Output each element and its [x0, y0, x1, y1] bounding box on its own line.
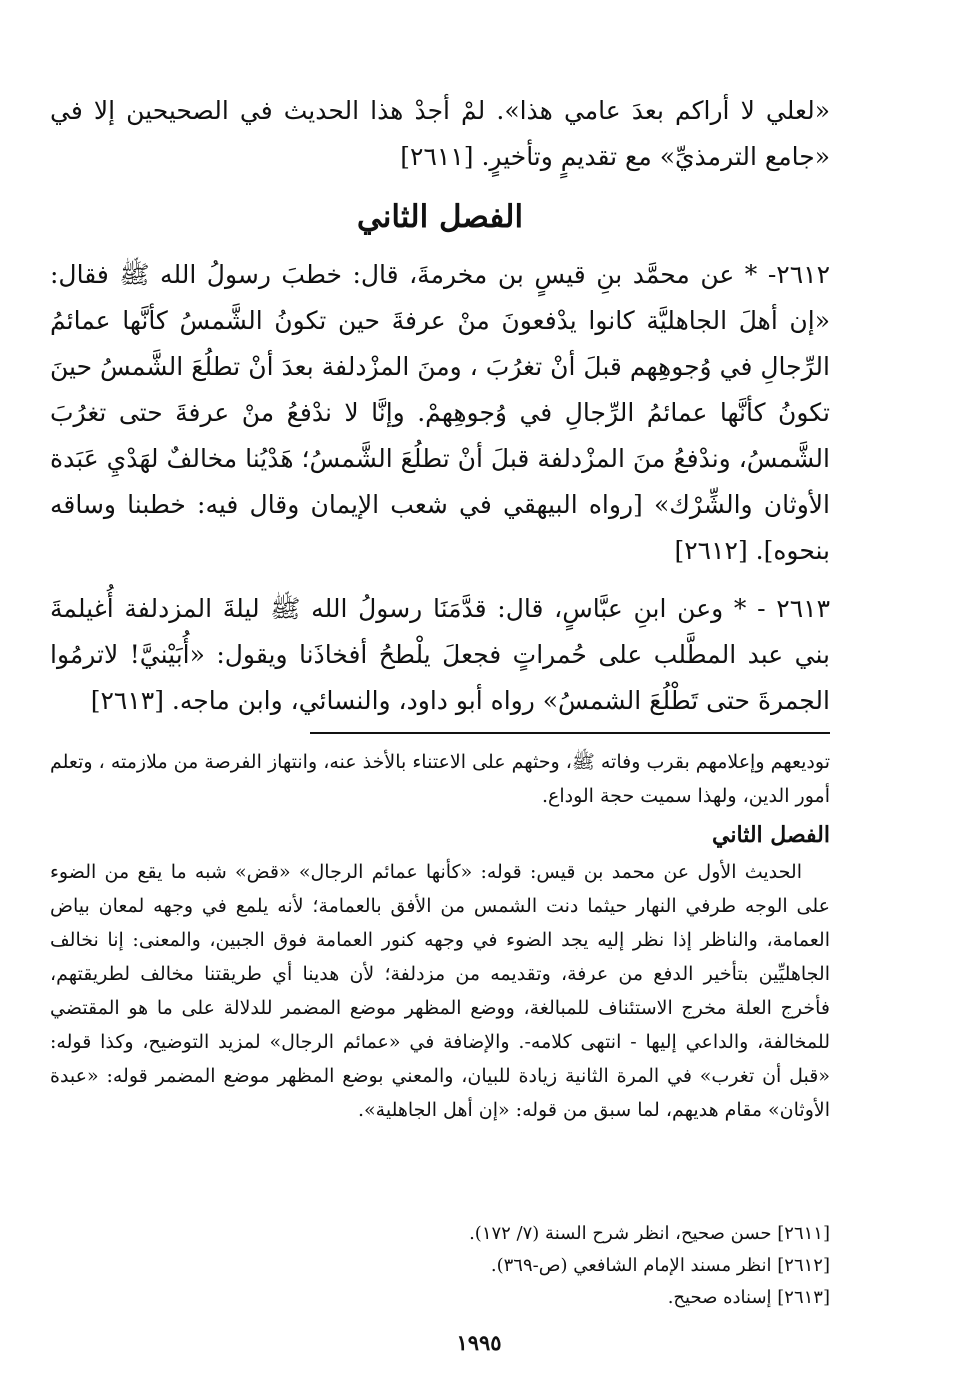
footnotes [210, 1218, 830, 1314]
footnote-2611: [٢٦١١] حسن صحيح، انظر شرح السنة (٧/ ١٧٢). [469, 1223, 830, 1244]
commentary-heading: الفصل الثاني [712, 822, 830, 848]
section-heading: الفصل الثاني [356, 199, 524, 235]
main-text [50, 88, 830, 724]
page-number: ١٩٩٥ [456, 1330, 502, 1355]
footnote-2612: [٢٦١٢] انظر مسند الإمام الشافعي (ص-٣٦٩). [490, 1255, 830, 1276]
hadith-2612: ٢٦١٢- * عن محمَّد بنِ قيسٍ بن مخرمةَ، قال: خطبَ رسولُ الله ﷺ فقال: «إن أهلَ الجاهليَّة كانوا يدْفعونَ منْ عرفةَ حين تكونُ الشَّمسُ كأنَّها عمائمُ الرِّجالِ في وُجوهِهم قبلَ أنْ تغرُبَ ، ومنَ المزْدلفة بعدَ أنْ تطلُعَ الشَّمسُ حينَ تكونُ كأنَّها عمائمُ الرِّجالِ في وُجوهِهمْ. وإنَّا لا ندْفعُ منْ عرفةَ حتى تغرُبَ الشَّمسُ، وندْفعُ منَ المزْدلفة قبلَ أنْ تطلُعَ الشَّمسُ؛ هَدْيُنا مخالفٌ لهَدْيِ عَبَدة الأوثان والشِّرْك» [رواه البيهقي في شعب الإيمان وقال فيه: خطبنا وساقه بنحوه]. [٢٦١٢] [50, 260, 830, 565]
footnote-2613: [٢٦١٣] إسناده صحيح. [667, 1287, 830, 1308]
commentary-body: الحديث الأول عن محمد بن قيس: قوله: «كأنها عمائم الرجال» «قض» شبه ما يقع من الضوء على الوجه طرفي النهار حيثما دنت الشمس من الأفق بالعمامة؛ لأنه يلمع في وجهه لمعان بياض العمامة، والناظر إذا نظر إليه يجد الضوء في وجهه كنور العمامة فوق الجبين، والمعنى: إنا نخالف الجاهليِّين بتأخير الدفع من عرفة، وتقديمه من مزدلفة؛ لأن هدينا أي طريقتنا مخالف لطريقتهم، فأخرج العلة مخرج الاستئناف للمبالغة، ووضع المظهر موضع المضمر للدلالة على ما هو المقتضي للمخالفة، والداعي إليها - انتهى كلامه-. والإضافة في «عمائم الرجال» لمزيد التوضيح، وكذا قوله: «قبل أن تغرب» في المرة الثانية زيادة للبيان، والمعني بوضع المظهر موضع المضمر قوله: «عبدة الأوثان» مقام هديهم، لما سبق من قوله: «إن أهل الجاهلية». [50, 861, 831, 1121]
hadith-2613: ٢٦١٣ - * وعن ابنِ عبَّاسٍ، قال: قدَّمَنَا رسولُ الله ﷺ ليلةَ المزدلفة أُغيلمةَ بني عبد المطَّلب على حُمراتٍ فجعلَ يلْطحُ أفخاذَنا ويقول: «أُبَيْنيَّ! لاترمُوا الجمرةَ حتى تَطْلُعَ الشمسُ» رواه أبو داود، والنسائي، وابن ماجه. [٢٦١٣] [50, 594, 830, 715]
continuation-paragraph: «لعلي لا أراكم بعدَ عامي هذا». لمْ أجدْ هذا الحديث في الصحيحين إلا في «جامع الترمذيِّ» مع تقديمٍ وتأخيرٍ. [٢٦١١] [50, 96, 830, 171]
commentary-block [50, 745, 830, 1127]
separator-rule [310, 732, 830, 734]
commentary-intro: توديعهم وإعلامهم بقرب وفاته ﷺ، وحثهم على الاعتناء بالأخذ عنه، وانتهاز الفرصة من ملازمته ، وتعلم أمور الدين، ولهذا سميت حجة الوداع. [50, 751, 830, 807]
